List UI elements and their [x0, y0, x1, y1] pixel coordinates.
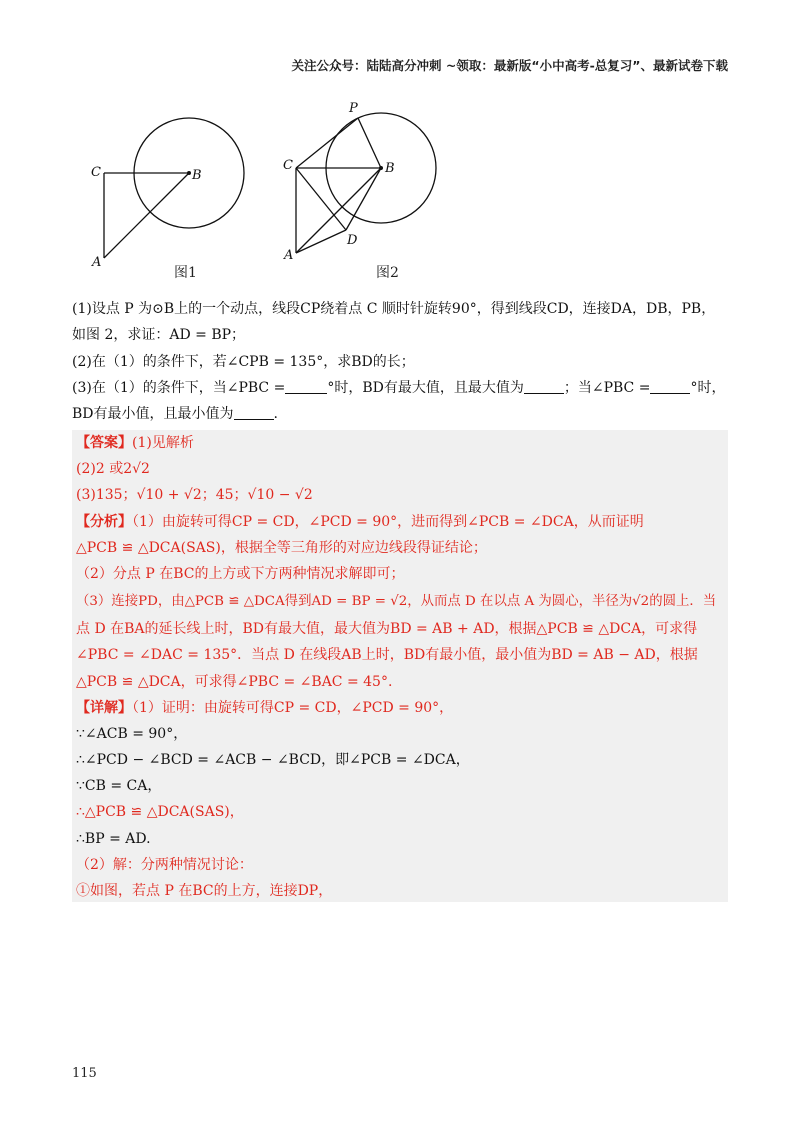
q3-part-d: °时， [690, 380, 726, 396]
fig2-point-b [379, 166, 383, 170]
fig1-line-ab [104, 173, 189, 258]
q3-part-f: . [273, 406, 278, 422]
fig2-line-da [296, 230, 346, 253]
detail-line-1 [76, 698, 453, 718]
question-1-line-1: (1)设点 P 为⊙B上的一个动点，线段CP绕着点 C 顺时针旋转90°，得到线段CD，连接DA，DB，PB， [72, 301, 716, 317]
fig2-caption: 图2 [376, 265, 399, 281]
detail-line-6: ∴BP = AD. [76, 831, 151, 847]
fig1-label-c: C [91, 165, 101, 180]
q3-part-c: ；当∠PBC = [563, 380, 651, 396]
q3-blank-2 [524, 379, 564, 394]
fig2-label-d: D [347, 233, 358, 248]
analysis-line-1 [76, 512, 644, 532]
fig1-point-b [187, 171, 191, 175]
analysis-1-text: （1）由旋转可得CP = CD，∠PCD = 90°，进而得到∠PCB = ∠DCA，从而证明 [132, 514, 644, 530]
fig1-label-a: A [92, 255, 102, 270]
fig2-label-p: P [349, 101, 358, 116]
geometry-figures [88, 96, 468, 286]
answer-line-2: (2)2 或2√2 [76, 461, 150, 477]
detail-line-8: ①如图，若点 P 在BC的上方，连接DP， [76, 883, 333, 899]
q3-blank-1 [285, 379, 327, 394]
analysis-line-3: （2）分点 P 在BC的上方或下方两种情况求解即可； [76, 566, 405, 582]
q3-part-a: (3)在（1）的条件下，当∠PBC = [72, 380, 286, 396]
fig2-label-a: A [284, 248, 294, 263]
q3-part-e: BD有最小值，且最小值为 [72, 406, 234, 422]
q3-part-b: °时，BD有最大值，且最大值为 [327, 380, 524, 396]
detail-line-7: （2）解：分两种情况讨论： [76, 857, 253, 873]
fig2-line-pb [358, 118, 381, 168]
fig1-label-b: B [192, 168, 202, 183]
page-number: 115 [72, 1066, 97, 1081]
page-header: 关注公众号：陆陆高分冲刺 ~领取：最新版“小中高考-总复习”、最新试卷下载 [291, 58, 728, 73]
analysis-line-2: △PCB ≌ △DCA(SAS)，根据全等三角形的对应边线段得证结论； [76, 540, 487, 556]
fig2-label-b: B [385, 161, 395, 176]
answer-line-3: (3)135；√10 + √2；45；√10 − √2 [76, 487, 313, 503]
detail-1-text: （1）证明：由旋转可得CP = CD，∠PCD = 90°， [132, 700, 454, 716]
figure-2 [283, 101, 436, 263]
fig2-line-ab [296, 168, 381, 253]
detail-tag: 【详解】 [76, 700, 132, 716]
geometry-svg [88, 96, 468, 286]
answer-line-1 [76, 433, 194, 453]
answer-1-text: (1)见解析 [132, 435, 194, 451]
detail-line-4: ∵CB = CA， [76, 778, 162, 794]
detail-line-2: ∵∠ACB = 90°， [76, 726, 188, 742]
detail-line-5: ∴△PCB ≌ △DCA(SAS)， [76, 804, 244, 820]
figure-1 [91, 118, 244, 270]
analysis-line-6: ∠PBC = ∠DAC = 135°．当点 D 在线段AB上时，BD有最小值，最小值为BD = AB − AD，根据 [76, 647, 698, 663]
question-1-line-2: 如图 2，求证：AD = BP； [72, 327, 246, 343]
analysis-line-5: 点 D 在BA的延长线上时，BD有最大值，最大值为BD = AB + AD，根据△PCB ≌ △DCA，可求得 [76, 621, 698, 637]
q3-blank-4 [234, 405, 274, 420]
question-2: (2)在（1）的条件下，若∠CPB = 135°，求BD的长； [72, 354, 415, 370]
answer-tag: 【答案】 [76, 435, 132, 451]
fig2-label-c: C [283, 158, 293, 173]
fig2-line-cd [296, 168, 346, 230]
analysis-line-7: △PCB ≌ △DCA，可求得∠PBC = ∠BAC = 45°. [76, 674, 393, 690]
question-3-line-2 [72, 404, 732, 424]
fig1-caption: 图1 [174, 265, 197, 281]
q3-blank-3 [650, 379, 690, 394]
analysis-line-4: （3）连接PD，由△PCB ≌ △DCA得到AD = BP = √2，从而点 D 在以点 A 为圆心，半径为√2的圆上．当 [76, 594, 717, 609]
analysis-tag: 【分析】 [76, 514, 132, 530]
detail-line-3: ∴∠PCD − ∠BCD = ∠ACB − ∠BCD，即∠PCB = ∠DCA， [76, 752, 470, 768]
question-3-line-1 [72, 378, 732, 398]
